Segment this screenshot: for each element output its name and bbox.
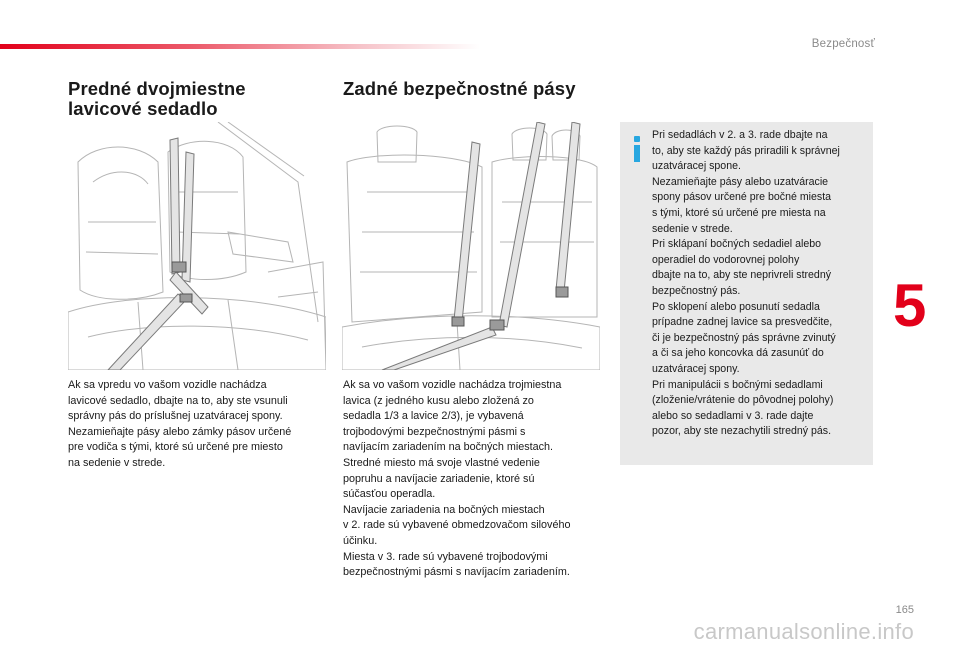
rear-belts-line: popruhu a navíjacie zariadenie, ktoré sú [343,472,535,485]
chapter-number: 5 [893,272,927,339]
info-line: prípadne zadnej lavice sa presvedčite, [652,316,833,329]
rear-belts-line: bezpečnostnými pásmi s navíjacím zariadením. [343,566,570,579]
front-bench-line: pre vodiča s tými, ktoré sú určené pre miesto [68,441,283,454]
info-line: Pri sklápaní bočných sedadiel alebo [652,238,822,251]
front-bench-line: Nezamieňajte pásy alebo zámky pásov určené [68,425,292,438]
rear-belts-line: lavica (z jedného kusu alebo zložená zo [343,394,534,407]
info-line: uzatváracej spony. [652,362,740,375]
front-bench-line: lavicové sedadlo, dbajte na to, aby ste vsunuli [68,394,288,407]
front-bench-line: Ak sa vpredu vo vašom vozidle nachádza [68,379,267,391]
info-line: Pri manipulácii s bočnými sedadlami [652,378,823,391]
front-bench-title [68,79,328,119]
rear-belts-title: Zadné bezpečnostné pásy [343,78,576,99]
header-accent-bar [0,44,480,49]
front-bench-title-line2: lavicové sedadlo [68,98,218,119]
rear-belts-line: súčasťou operadla. [343,488,436,501]
front-bench-line: správny pás do príslušnej uzatváracej spony. [68,410,283,423]
rear-belts-line: sedadla 1/3 a lavice 2/3), je vybavená [343,410,524,423]
rear-seats-illustration [342,122,600,370]
info-line: (zloženie/vrátenie do pôvodnej polohy) [652,394,834,407]
front-bench-line: na sedenie v strede. [68,456,166,469]
rear-belts-line: Ak sa vo vašom vozidle nachádza trojmiestna [343,379,562,391]
rear-belts-line: účinku. [343,534,378,547]
info-icon [632,136,642,162]
info-line: pozor, aby ste nezachytili stredný pás. [652,425,832,438]
info-line: Pri sedadlách v 2. a 3. rade dbajte na [652,129,828,141]
section-label: Bezpečnosť [811,38,875,50]
info-box-text [652,128,868,440]
info-line: uzatváracej spone. [652,160,741,173]
rear-belts-body [343,378,605,581]
watermark: carmanualsonline.info [693,619,914,644]
info-box [620,122,873,465]
info-line: Nezamieňajte pásy alebo uzatváracie [652,175,829,188]
rear-belts-line: trojbodovými bezpečnostnými pásmi s [343,425,526,438]
info-line: či je bezpečnostný pás správne zvinutý [652,331,836,344]
front-bench-illustration [68,122,326,370]
info-line: a či sa jeho koncovka dá zasunúť do [652,347,824,360]
info-line: s tými, ktoré sú určené pre miesta na [652,206,826,219]
rear-belts-line: Stredné miesto má svoje vlastné vedenie [343,456,540,469]
front-bench-title-line1: Predné dvojmiestne [68,78,246,99]
info-line: bezpečnostný pás. [652,284,741,297]
info-line: operadiel do vodorovnej polohy [652,253,800,266]
info-line: sedenie v strede. [652,222,733,235]
info-line: to, aby ste každý pás priradili k správnej [652,144,840,157]
rear-belts-line: v 2. rade sú vybavené obmedzovačom silového [343,519,571,532]
rear-belts-line: Miesta v 3. rade sú vybavené trojbodovými [343,550,548,563]
info-line: dbajte na to, aby ste neprivreli stredný [652,269,832,282]
rear-belts-line: navíjacím zariadením na bočných miestach. [343,441,554,454]
page-number: 165 [895,604,914,616]
front-bench-body [68,378,330,472]
info-line: alebo so sedadlami v 3. rade dajte [652,409,814,422]
rear-belts-line: Navíjacie zariadenia na bočných miestach [343,503,545,516]
info-line: Po sklopení alebo posunutí sedadla [652,300,820,313]
info-line: spony pásov určené pre bočné miesta [652,191,832,204]
